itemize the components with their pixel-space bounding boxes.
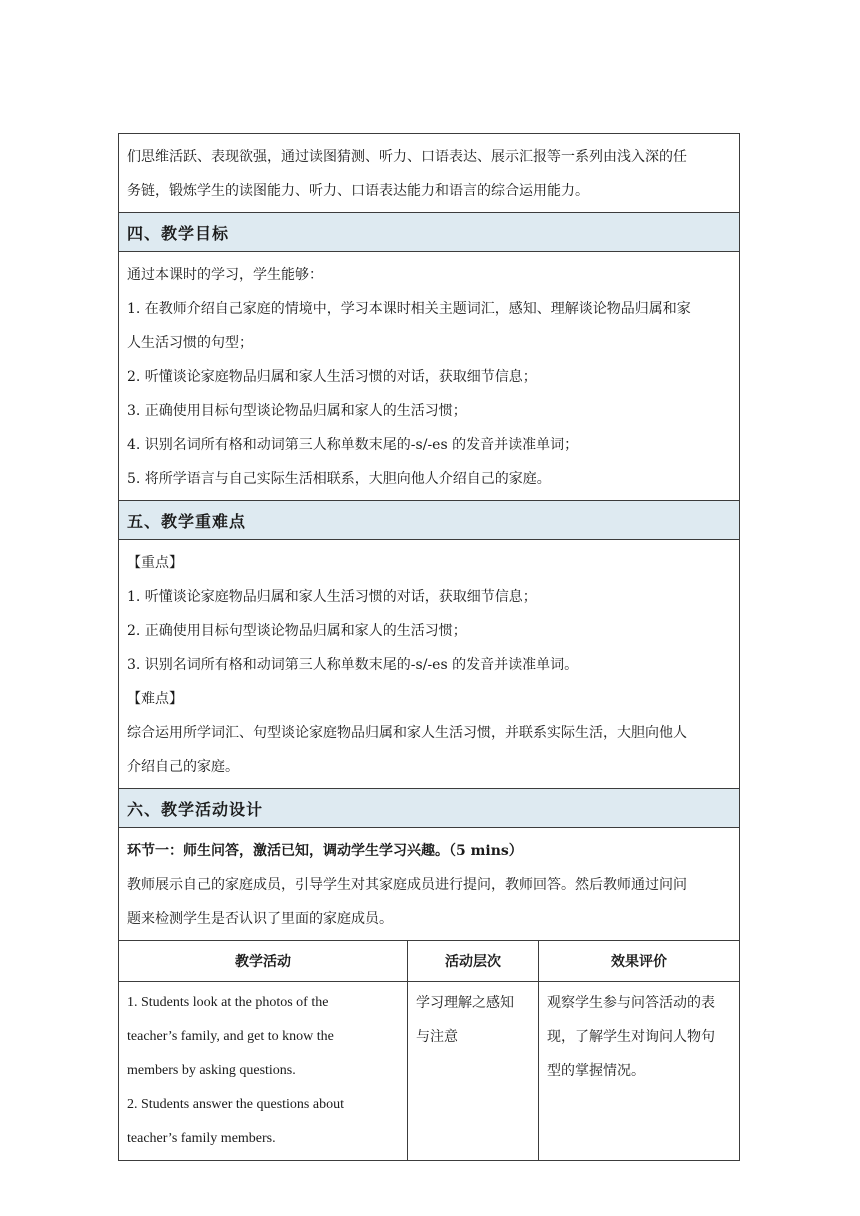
header-activity: 教学活动 [119,941,408,982]
step-one-content [119,828,740,941]
level-line: 学习理解之感知 [416,995,514,1011]
header-level: 活动层次 [408,941,539,982]
key-points-content [119,540,740,789]
objective-item: 4. 识别名词所有格和动词第三人称单数末尾的-s/-es 的发音并读准单词； [127,437,579,453]
activity-cell [119,982,408,1161]
header-evaluation: 效果评价 [539,941,740,982]
difficult-label: 【难点】 [127,691,183,707]
section-heading-objectives: 四、教学目标 [119,213,740,252]
section-heading-key-points: 五、教学重难点 [119,501,740,540]
activity-line: members by asking questions. [127,1063,296,1078]
key-item: 3. 识别名词所有格和动词第三人称单数末尾的-s/-es 的发音并读准单词。 [127,657,579,673]
key-item: 1. 听懂谈论家庭物品归属和家人生活习惯的对话，获取细节信息； [127,589,537,605]
step-desc-line: 教师展示自己的家庭成员，引导学生对其家庭成员进行提问，教师回答。然后教师通过问问 [127,877,687,893]
activity-line: 2. Students answer the questions about [127,1097,344,1112]
activity-line: teacher’s family members. [127,1131,276,1146]
step-desc-line: 题来检测学生是否认识了里面的家庭成员。 [127,911,393,927]
level-line: 与注意 [416,1029,458,1045]
objective-item: 3. 正确使用目标句型谈论物品归属和家人的生活习惯； [127,403,467,419]
lesson-plan-page [118,133,739,1161]
difficult-line: 综合运用所学词汇、句型谈论家庭物品归属和家人生活习惯，并联系实际生活，大胆向他人 [127,725,687,741]
objective-item: 5. 将所学语言与自己实际生活相联系，大胆向他人介绍自己的家庭。 [127,471,551,487]
evaluation-line: 现，了解学生对询问人物句 [547,1029,715,1045]
key-item: 2. 正确使用目标句型谈论物品归属和家人的生活习惯； [127,623,467,639]
key-label: 【重点】 [127,555,183,571]
text-line: 们思维活跃、表现欲强，通过读图猜测、听力、口语表达、展示汇报等一系列由浅入深的任 [127,149,687,165]
activity-line: teacher’s family, and get to know the [127,1029,334,1044]
learner-analysis-continuation [119,134,740,213]
activity-line: 1. Students look at the photos of the [127,995,329,1010]
section-heading-activities: 六、教学活动设计 [119,789,740,828]
evaluation-line: 观察学生参与问答活动的表 [547,995,715,1011]
evaluation-cell [539,982,740,1161]
objective-item: 2. 听懂谈论家庭物品归属和家人生活习惯的对话，获取细节信息； [127,369,537,385]
objective-item: 人生活习惯的句型； [127,335,253,351]
step-title: 环节一：师生问答，激活已知，调动学生学习兴趣。（5 mins） [127,843,523,859]
difficult-line: 介绍自己的家庭。 [127,759,239,775]
level-cell [408,982,539,1161]
text-line: 通过本课时的学习，学生能够： [127,267,323,283]
evaluation-line: 型的掌握情况。 [547,1063,645,1079]
activity-table [118,940,740,1161]
objective-item: 1. 在教师介绍自己家庭的情境中，学习本课时相关主题词汇，感知、理解谈论物品归属和家 [127,301,691,317]
objectives-content [119,252,740,501]
lesson-plan-table [118,133,740,941]
text-line: 务链，锻炼学生的读图能力、听力、口语表达能力和语言的综合运用能力。 [127,183,589,199]
